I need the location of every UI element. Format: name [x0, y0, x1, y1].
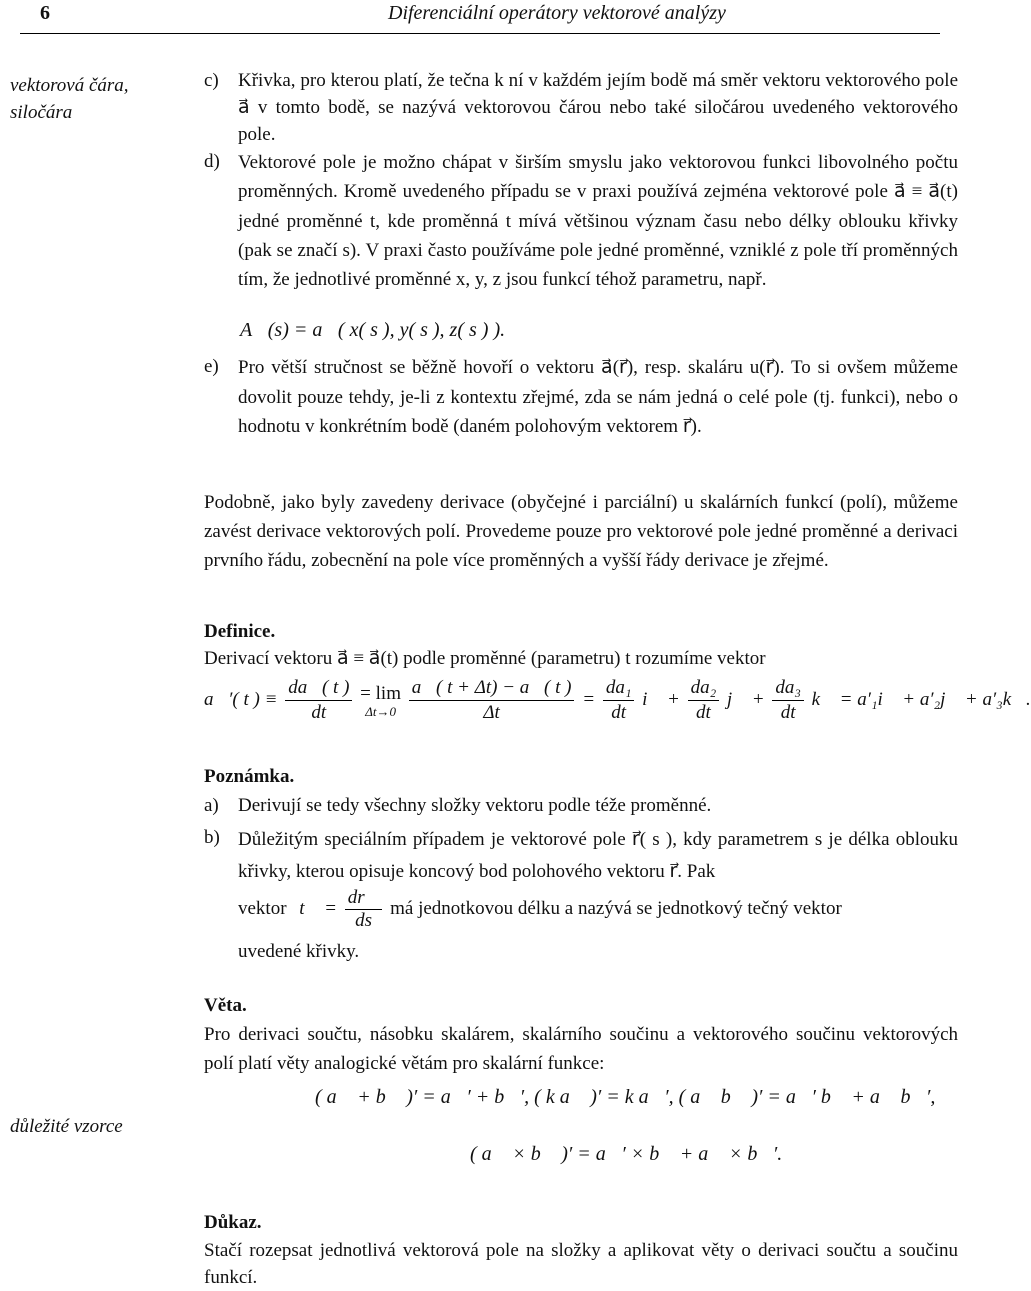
- formula-lhs: a⃗′( t ) ≡: [204, 688, 278, 710]
- note-item-a-text: Derivují se tedy všechny složky vektoru podle téže proměnné.: [238, 795, 712, 816]
- fraction-da2-dt: $\frac{\text{da₂}}{dt}$: [688, 676, 720, 725]
- fraction-da3-dt: $\frac{\text{da₃}}{dt}$: [772, 676, 804, 725]
- item-c-text: Křivka, pro kterou platí, že tečna k ní v každém jejím bodě má směr vektoru vektorového pole a⃗ v tomto bodě, se nazývá vektorovou čárou nebo také siločárou uvedeného vektorového pole.: [238, 70, 958, 145]
- note-item-b-end: uvedené křivky.: [238, 941, 360, 962]
- proof-heading: Důkaz.: [204, 1212, 262, 1233]
- definition-text: Derivací vektoru a⃗ ≡ a⃗(t) podle proměnné (parametru) t rozumíme vektor: [204, 648, 766, 669]
- item-d-label: d): [204, 151, 220, 172]
- note-item-a: a) Derivují se tedy všechny složky vektoru podle téže proměnné.: [204, 792, 958, 819]
- margin-note-vector-line: vektorová čára, siločára: [10, 75, 129, 123]
- theorem-heading: Věta.: [204, 995, 247, 1016]
- header-rule: [20, 33, 940, 34]
- theorem-formula-1: ( a⃗ + b⃗ )′ = a⃗′ + b⃗′, ( k a⃗ )′ = k a⃗′, ( a⃗ b⃗ )′ = a⃗′ b⃗ + a⃗ b⃗′,: [315, 1086, 936, 1108]
- fraction-da1-dt: $\frac{\text{da₁}}{dt}$: [603, 676, 635, 725]
- note-item-b-text: Důležitým speciálním případem je vektorové pole r⃗( s ), kdy parametrem s je délka oblouku křivky, kterou opisuje koncový bod polohového vektoru r⃗. Pak: [238, 829, 958, 882]
- margin-note-important-formulas: důležité vzorce: [10, 1116, 123, 1137]
- item-e-text: Pro větší stručnost se běžně hovoří o vektoru a⃗(r⃗), resp. skaláru u(r⃗). To si ovšem můžeme dovolit pouze tehdy, je-li z kontextu zřejmé, zda se nám jedná o celé pole (tj. funkci), nebo o hodnotu v konkrétním bodě (daném polohovým vektorem r⃗).: [238, 357, 958, 437]
- theorem-formula-2: ( a⃗ × b⃗ )′ = a⃗′ × b⃗ + a⃗ × b⃗′.: [470, 1143, 783, 1165]
- running-title: Diferenciální operátory vektorové analýzy: [388, 2, 726, 24]
- item-d: [204, 148, 958, 294]
- note-heading: Poznámka.: [204, 766, 295, 787]
- page-number: 6: [40, 2, 50, 24]
- tangent-vector-formula: vektor t⃗ = $\frac{dr⃗}{ds}$ má jednotkovou délku a nazývá se jednotkový tečný vektor: [238, 887, 842, 931]
- item-e: [204, 353, 958, 442]
- fraction-difference-quotient: $\frac{a⃗( t + \Delta t) - a⃗( t )}{\Delta t}$: [409, 676, 575, 725]
- intro-paragraph: Podobně, jako byly zavedeny derivace (obyčejné i parciální) u skalárních funkcí (polí), můžeme zavést derivace vektorových polí. Provedeme pouze pro vektorové pole jedné proměnné a derivaci prvního řádu, zobecnění na pole více proměnných a vyšší řády derivace je zřejmé.: [204, 492, 958, 571]
- definition-heading: Definice.: [204, 621, 276, 642]
- item-c-label: c): [204, 70, 219, 91]
- page-header: [0, 0, 960, 40]
- limit-operator: = lim Δt→0: [360, 682, 401, 719]
- formula-parametric-field: A⃗(s) = a⃗( x( s ), y( s ), z( s ) ).: [240, 319, 506, 341]
- proof-text: Stačí rozepsat jednotlivá vektorová pole na složky a aplikovat věty o derivaci součtu a součinu funkcí.: [204, 1240, 958, 1288]
- derivative-definition-formula: a⃗′( t ) ≡ $\frac{da⃗( t )}{dt}$ = lim Δt→0 $\frac{a⃗( t + \Delta t) - a⃗( t )}{\Delta t}$ = $\frac{\text{da₁}}{dt}$ i⃗ + $\frac{\text{da₂}}{dt}$ j⃗ + $\frac{\text{da₃}}{dt}$ k⃗ = a′₁i⃗ + a′₂j⃗ + a′₃k⃗.: [204, 677, 1031, 723]
- fraction-da-dt: $\frac{da⃗( t )}{dt}$: [285, 676, 352, 725]
- item-e-label: e): [204, 356, 219, 377]
- item-d-text: Vektorové pole je možno chápat v širším smyslu jako vektorovou funkci libovolného počtu proměnných. Kromě uvedeného případu se v praxi používá zejména vektorové pole a⃗ ≡ a⃗(t) jedné proměnné t, kde proměnná t mívá většinou význam času nebo délky oblouku křivky (pak se značí s). V praxi často používáme pole jedné proměnné, vzniklé z pole tří proměnných tím, že jednotlivé proměnné x, y, z jsou funkcí téhož parametru, např.: [238, 152, 958, 291]
- note-item-b: b) Důležitým speciálním případem je vektorové pole r⃗( s ), kdy parametrem s je délka oblouku křivky, kterou opisuje koncový bod polohového vektoru r⃗. Pak: [204, 824, 958, 888]
- theorem-text: Pro derivaci součtu, násobku skalárem, skalárního součinu a vektorového součinu vektorových polí platí věty analogické větám pro skalární funkce:: [204, 1024, 958, 1074]
- item-c: [204, 67, 958, 148]
- fraction-dr-ds: $\frac{dr⃗}{ds}$: [345, 887, 383, 932]
